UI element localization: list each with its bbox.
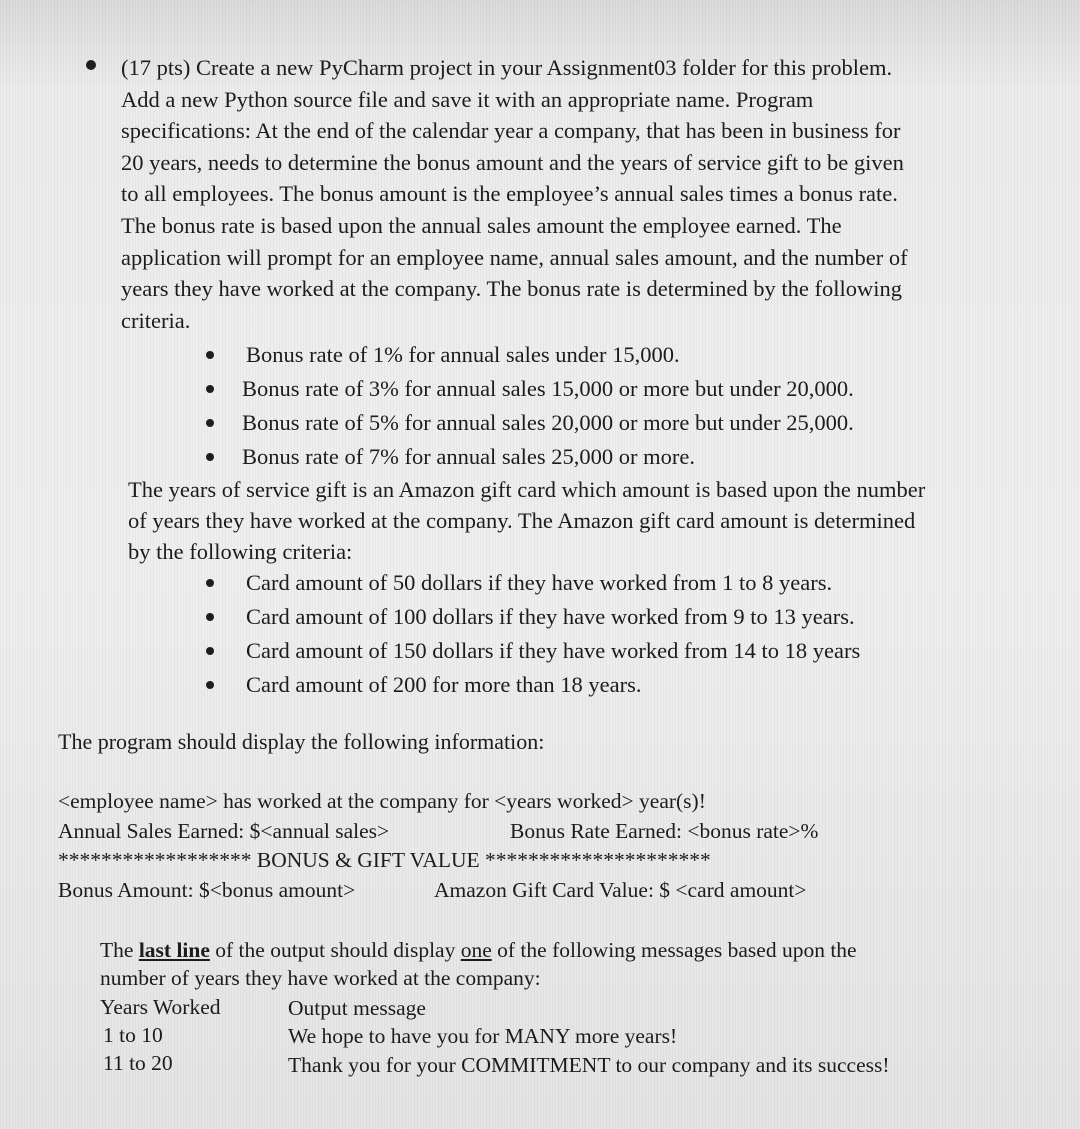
display-line-employee: <employee name> has worked at the company for <years worked> year(s)! <box>58 789 706 813</box>
list-item: Bonus rate of 1% for annual sales under 15,000. <box>246 338 854 372</box>
bullet-icon <box>206 351 214 359</box>
intro-line: Add a new Python source file and save it with an appropriate name. Program <box>121 86 814 112</box>
table-header-years: Years Worked <box>100 995 221 1019</box>
display-annual-sales: Annual Sales Earned: $<annual sales> <box>58 819 390 843</box>
display-bonus-amount: Bonus Amount: $<bonus amount> <box>58 878 356 902</box>
gift-criteria-list <box>246 566 860 702</box>
gift-line: by the following criteria: <box>128 539 353 564</box>
main-bullet-icon <box>86 60 96 70</box>
intro-paragraph <box>121 52 981 336</box>
bullet-icon <box>206 579 214 587</box>
intro-line: application will prompt for an employee name, annual sales amount, and the number of <box>121 244 908 270</box>
table-row-message: We hope to have you for MANY more years! <box>288 1024 678 1048</box>
gift-line: of years they have worked at the company. The Amazon gift card amount is determined <box>128 508 916 533</box>
intro-line: 20 years, needs to determine the bonus amount and the years of service gift to be given <box>121 149 904 175</box>
gift-line: The years of service gift is an Amazon gift card which amount is based upon the number <box>128 477 926 502</box>
list-item: Card amount of 150 dollars if they have worked from 14 to 18 years <box>246 634 860 668</box>
display-heading: The program should display the following information: <box>58 729 545 754</box>
list-item: Bonus rate of 5% for annual sales 20,000 or more but under 25,000. <box>242 406 854 440</box>
table-row-years: 11 to 20 <box>103 1051 173 1075</box>
intro-line: criteria. <box>121 307 191 333</box>
list-item: Bonus rate of 3% for annual sales 15,000 or more but under 20,000. <box>242 372 854 406</box>
bullet-icon <box>206 453 214 461</box>
intro-line: (17 pts) Create a new PyCharm project in your Assignment03 folder for this problem. <box>121 55 893 80</box>
list-item: Card amount of 50 dollars if they have worked from 1 to 8 years. <box>246 566 860 600</box>
table-row-message: Thank you for your COMMITMENT to our company and its success! <box>288 1053 890 1077</box>
bullet-icon <box>206 419 214 427</box>
bullet-icon <box>206 613 214 621</box>
one-emphasis: one <box>460 938 492 962</box>
list-item: Bonus rate of 7% for annual sales 25,000 or more. <box>242 440 854 474</box>
table-header-message: Output message <box>288 996 426 1020</box>
gift-paragraph <box>128 474 925 567</box>
intro-line: to all employees. The bonus amount is the employee’s annual sales times a bonus rate. <box>121 181 898 207</box>
last-line-paragraph: The last line of the output should display one of the following messages based upon the <box>100 938 857 962</box>
intro-line: The bonus rate is based upon the annual sales amount the employee earned. The <box>121 212 842 238</box>
list-item: Card amount of 200 for more than 18 years. <box>246 668 860 702</box>
bullet-icon <box>206 681 214 689</box>
bullet-icon <box>206 385 214 393</box>
display-bonus-rate: Bonus Rate Earned: <bonus rate>% <box>510 819 819 843</box>
bonus-criteria-list <box>242 338 854 474</box>
bullet-icon <box>206 647 214 655</box>
intro-line: specifications: At the end of the calendar year a company, that has been in business for <box>121 118 901 144</box>
display-divider: ****************** BONUS & GIFT VALUE ********************* <box>58 848 711 872</box>
table-row-years: 1 to 10 <box>103 1023 163 1047</box>
intro-line: years they have worked at the company. The bonus rate is determined by the following <box>121 276 903 302</box>
list-item: Card amount of 100 dollars if they have worked from 9 to 13 years. <box>246 600 860 634</box>
last-line-paragraph-2: number of years they have worked at the company: <box>100 966 541 990</box>
display-gift-card: Amazon Gift Card Value: $ <card amount> <box>434 878 807 902</box>
last-line-emphasis: last line <box>138 938 210 962</box>
